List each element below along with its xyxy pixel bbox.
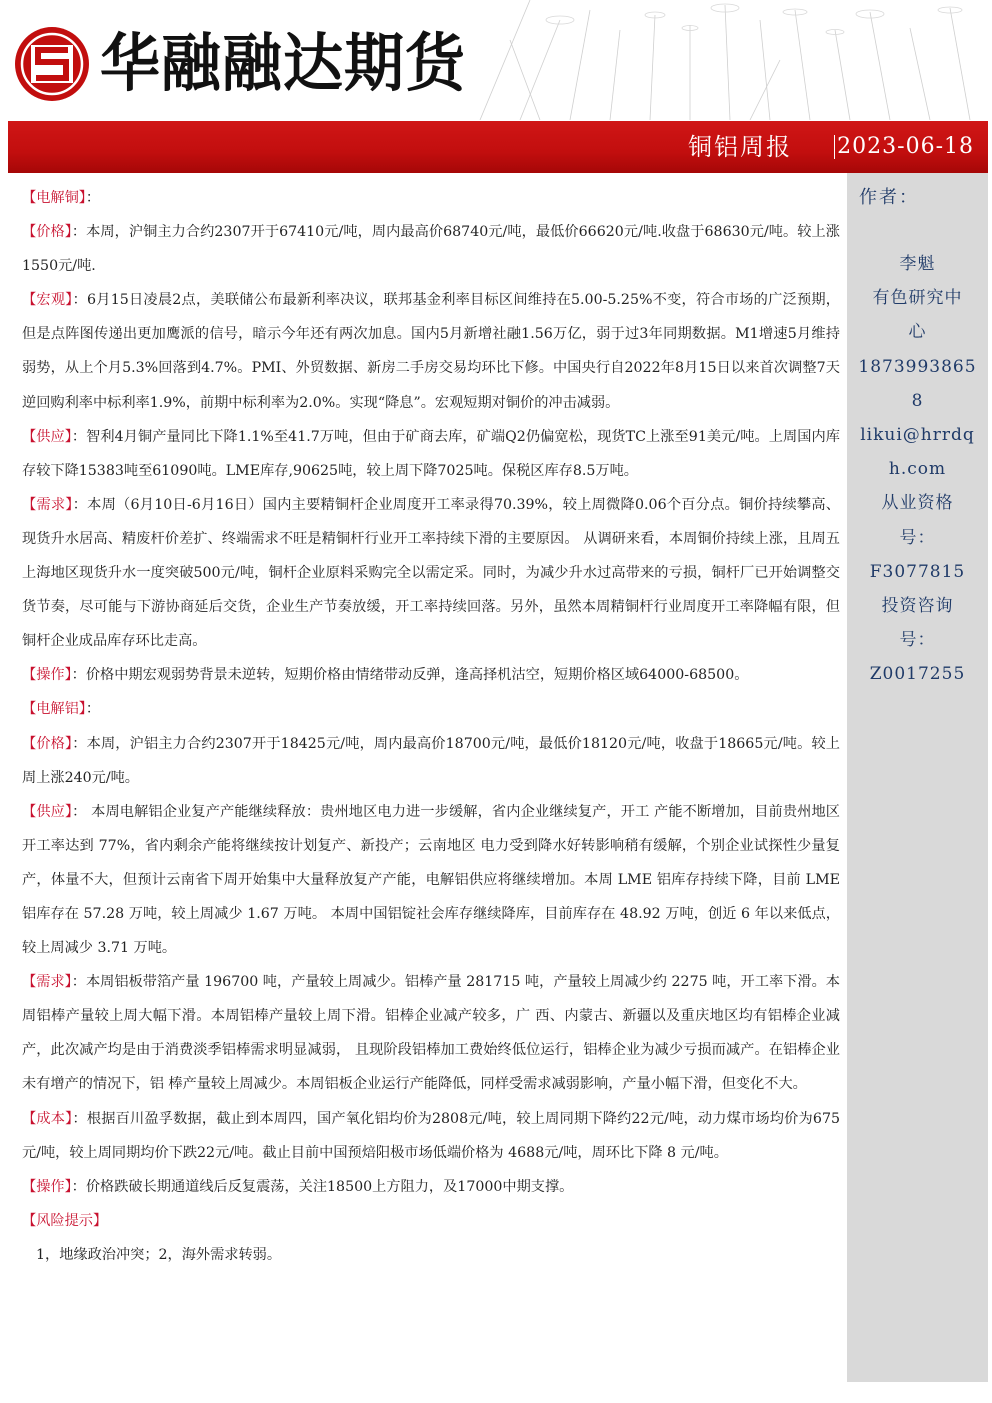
risk-tag: 【风险提示】 bbox=[22, 1212, 108, 1229]
paragraph-text: ：价格跌破长期通道线后反复震荡，关注18500上方阻力，及17000中期支撑。 bbox=[71, 1178, 574, 1195]
section-suffix: ： bbox=[85, 190, 101, 206]
qualification-number: F3077815 bbox=[869, 561, 966, 582]
paragraph-tag: 【需求】 bbox=[22, 974, 72, 991]
paragraph-tag: 【操作】 bbox=[22, 1178, 72, 1195]
paragraph-tag: 【价格】 bbox=[22, 735, 73, 752]
report-title: 铜铝周报 bbox=[688, 133, 792, 161]
risk-text: 1，地缘政治冲突；2，海外需求转弱。 bbox=[36, 1246, 282, 1263]
author-phone: 18739938658 bbox=[858, 356, 977, 411]
copper-operation-paragraph bbox=[22, 658, 840, 692]
author-info bbox=[847, 247, 988, 692]
aluminum-section-heading bbox=[22, 692, 840, 726]
paragraph-tag: 【需求】 bbox=[22, 496, 73, 513]
company-logo bbox=[12, 24, 92, 104]
paragraph-text: ：本周（6月10日-6月16日）国内主要精铜杆企业周度开工率录得70.39%，较上周微降0.06个百分点。铜价持续攀高、现货升水居高、精废杆价差扩、终端需求不旺是精铜杆行业开工率持续下滑的主要原因。 从调研来看，本周铜价持续上涨，且周五上海地区现货升水一度突破500元/吨，铜杆企业原料采购完全以需定采。同时，为减少升水过高带来的亏损，铜杆厂已开始调整交货节奏，尽可能与下游协商延后交货，企业生产节奏放缓，开工率持续回落。另外，虽然本周精铜杆行业周度开工率降幅有限，但铜杆企业成品库存环比走高。 bbox=[22, 496, 840, 650]
brand-name: 华融融达期货 bbox=[100, 27, 466, 101]
section-tag: 【电解铝】 bbox=[22, 701, 86, 718]
section-tag: 【电解铜】 bbox=[22, 190, 86, 206]
title-separator bbox=[834, 135, 835, 159]
paragraph-tag: 【供应】 bbox=[22, 428, 72, 445]
paragraph-tag: 【供应】 bbox=[22, 803, 73, 820]
qualification-label-line1: 从业资格 bbox=[881, 493, 954, 514]
aluminum-cost-paragraph bbox=[22, 1102, 840, 1170]
author-label: 作者： bbox=[859, 187, 919, 208]
paragraph-text: ：价格中期宏观弱势背景未逆转，短期价格由情绪带动反弹，逢高择机沽空，短期价格区域64000-68500。 bbox=[71, 667, 749, 684]
paragraph-text: ：根据百川盈孚数据，截止到本周四，国产氧化铝均价为2808元/吨，较上周同期下降约22元/吨，动力煤市场均价为675元/吨，较上周同期均价下跌22元/吨。截止目前中国预焙阳极市场低端价格为 4688元/吨，周环比下降 8 元/吨。 bbox=[22, 1110, 840, 1161]
paragraph-text: ：智利4月铜产量同比下降1.1%至41.7万吨，但由于矿商去库，矿端Q2仍偏宽松，现货TC上涨至91美元/吨。上周国内库存较下降15383吨至61090吨。LME库存,90625吨，较上周下降7025吨。保税区库存8.5万吨。 bbox=[22, 428, 840, 479]
qualification-label-line2: 号： bbox=[899, 527, 936, 548]
department-line2: 心 bbox=[908, 322, 927, 343]
aluminum-price-paragraph bbox=[22, 727, 840, 795]
copper-price-paragraph bbox=[22, 215, 840, 283]
decorative-lines bbox=[450, 0, 992, 120]
advisory-label-line1: 投资咨询 bbox=[881, 596, 954, 617]
report-date: 2023-06-18 bbox=[837, 134, 974, 159]
department-line1: 有色研究中 bbox=[872, 288, 963, 309]
paragraph-tag: 【宏观】 bbox=[22, 292, 73, 309]
report-body bbox=[22, 181, 840, 1272]
author-name: 李魁 bbox=[899, 254, 936, 274]
aluminum-supply-paragraph bbox=[22, 795, 840, 965]
advisory-number: Z0017255 bbox=[869, 664, 966, 685]
section-suffix: ： bbox=[85, 701, 101, 718]
paragraph-text: ：本周，沪铝主力合约2307开于18425元/吨，周内最高价18700元/吨，最低价18120元/吨，收盘于18665元/吨。较上周上涨240元/吨。 bbox=[22, 735, 840, 786]
advisory-label-line2: 号： bbox=[899, 630, 936, 651]
paragraph-text: ：6月15日凌晨2点，美联储公布最新利率决议，联邦基金利率目标区间维持在5.00-5.25%不变，符合市场的广泛预期，但是点阵图传递出更加鹰派的信号，暗示今年还有两次加息。国内5月新增社融1.56万亿，弱于过3年同期数据。M1增速5月维持弱势，从上个月5.3%回落到4.7%。PMI、外贸数据、新房二手房交易均环比下修。中国央行自2022年8月15日以来首次调整7天逆回购利率中标利率1.9%，前期中标利率为2.0%。实现“降息”。宏观短期对铜价的冲击减弱。 bbox=[22, 292, 840, 411]
paragraph-text: ：本周铝板带箔产量 196700 吨，产量较上周减少。铝棒产量 281715 吨，产量较上周减少约 2275 吨，开工率下滑。本周铝棒产量较上周大幅下滑。本周铝棒产量较上周下滑。铝棒企业减产较多，广 西、内蒙古、新疆以及重庆地区均有铝棒企业减产，此次减产均是由于消费淡季铝棒需求明显减弱， 且现阶段铝棒加工费始终低位运行，铝棒企业为减少亏损而减产。在铝棒企业未有增产的情况下，铝 棒产量较上周减少。本周铝板企业运行产能降低，同样受需求减弱影响，产量小幅下滑，但变化不大。 bbox=[22, 974, 840, 1093]
author-email-line2: h.com bbox=[888, 459, 947, 480]
copper-macro-paragraph bbox=[22, 283, 840, 419]
author-email-line1: likui@hrrdq bbox=[860, 425, 975, 446]
aluminum-demand-paragraph bbox=[22, 965, 840, 1101]
paragraph-text: ： 本周电解铝企业复产产能继续释放：贵州地区电力进一步缓解，省内企业继续复产，开工 产能不断增加，目前贵州地区开工率达到 77%，省内剩余产能将继续按计划复产、新投产；云南地区 电力受到降水好转影响稍有缓解，个别企业试探性少量复产，体量不大，但预计云南省下周开始集中大量释放复产产能，电解铝供应将继续增加。本周 LME 铝库存持续下降，目前 LME 铝库存在 57.28 万吨，较上周减少 1.67 万吨。 本周中国铝锭社会库存继续降库，目前库存在 48.92 万吨，创近 6 年以来低点，较上周减少 3.71 万吨。 bbox=[22, 803, 840, 957]
title-bar bbox=[8, 121, 988, 173]
report-header bbox=[0, 0, 992, 120]
author-sidebar bbox=[847, 173, 988, 1382]
paragraph-text: ：本周，沪铜主力合约2307开于67410元/吨，周内最高价68740元/吨，最低价66620元/吨.收盘于68630元/吨。较上涨1550元/吨. bbox=[22, 224, 840, 275]
copper-section-heading bbox=[22, 181, 840, 215]
copper-demand-paragraph bbox=[22, 488, 840, 658]
copper-supply-paragraph bbox=[22, 420, 840, 488]
risk-heading bbox=[22, 1204, 840, 1238]
paragraph-tag: 【操作】 bbox=[22, 667, 72, 684]
paragraph-tag: 【价格】 bbox=[22, 224, 72, 241]
aluminum-operation-paragraph bbox=[22, 1170, 840, 1204]
paragraph-tag: 【成本】 bbox=[22, 1110, 73, 1127]
